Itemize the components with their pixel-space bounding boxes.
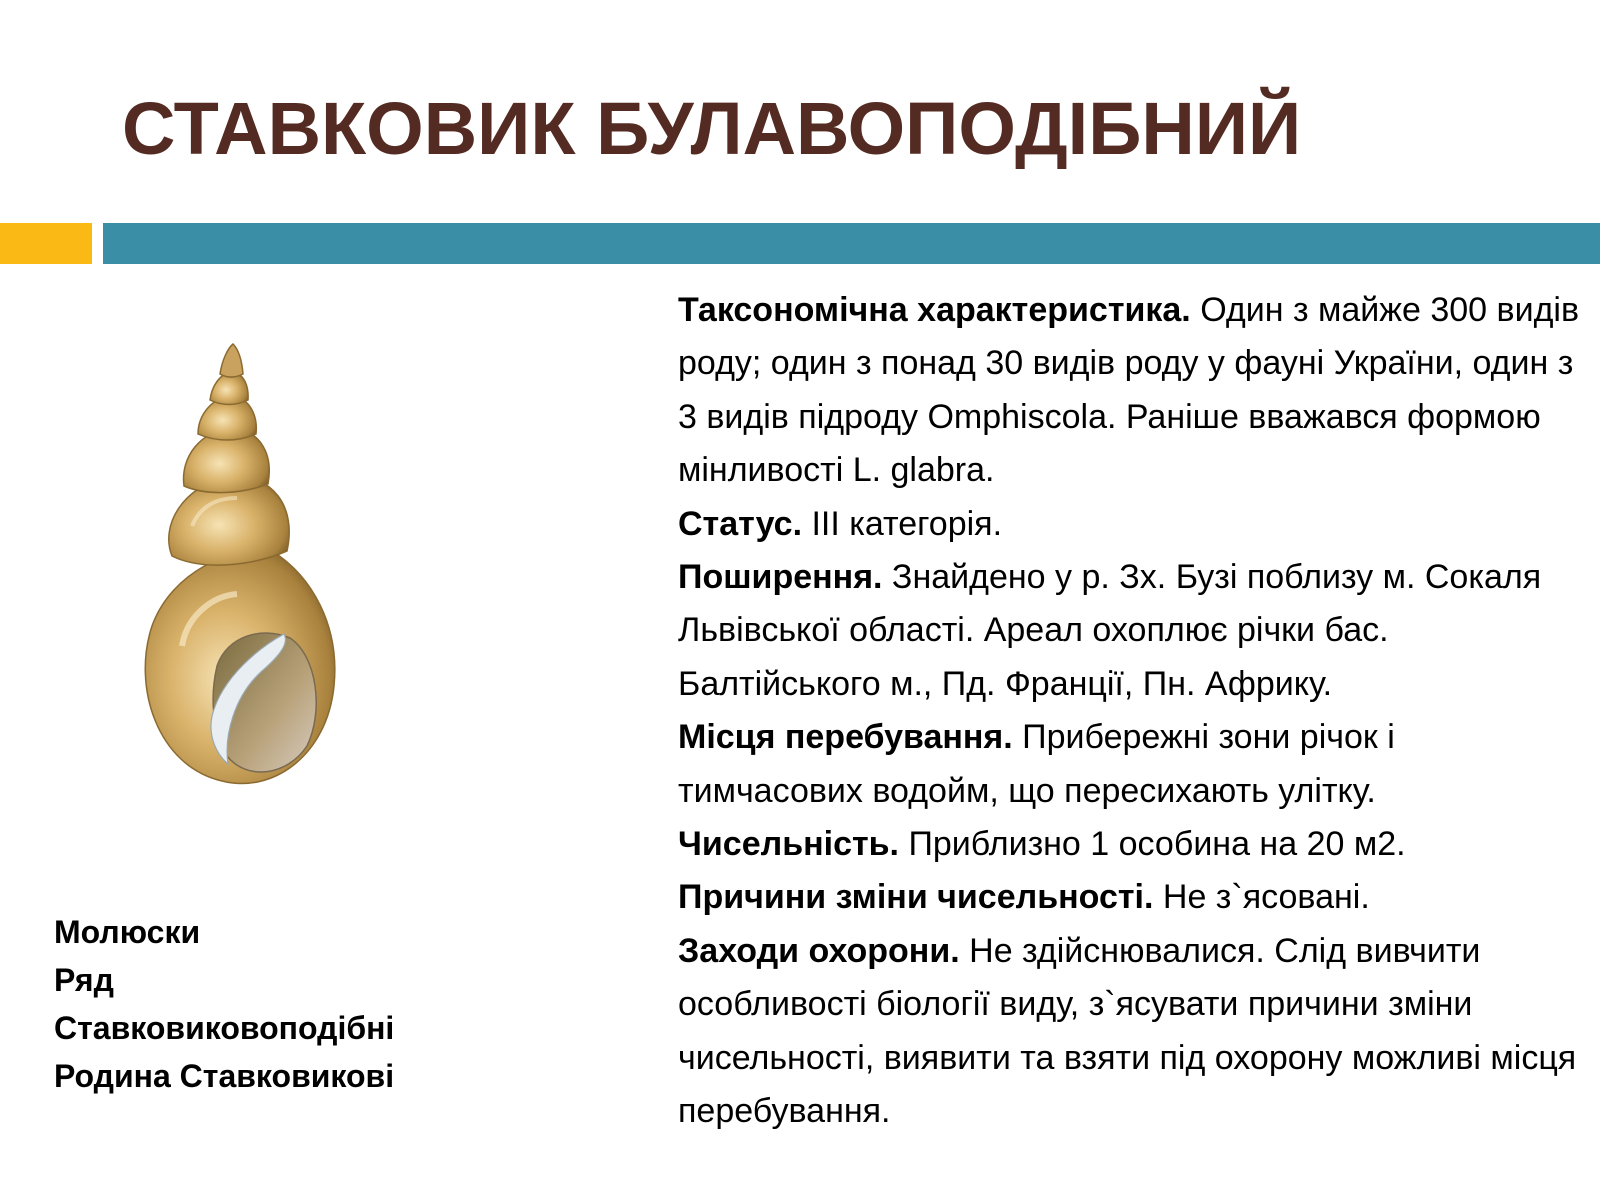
section-text: Знайдено у р. Зх. Бузі поблизу м. Сокаля Львівської області. Ареал охоплює річки бас. Балтійського м., Пд. Франції, Пн. Африку.	[678, 558, 1542, 703]
section-abundance	[678, 818, 1588, 871]
section-text: Не здійснювалися. Слід вивчити особливості біології виду, з`ясувати причини зміни чисельності, виявити та взяти під охорону можливі місця перебування.	[678, 931, 1577, 1131]
section-text: ІІІ категорія.	[802, 504, 1003, 543]
accent-bar-teal	[103, 223, 1600, 264]
section-label: Причини зміни чисельності.	[678, 878, 1154, 917]
section-label: Чисельність.	[678, 825, 899, 864]
section-status	[678, 498, 1588, 551]
section-habitat	[678, 711, 1588, 818]
taxonomy-family: Родина Ставковикові	[54, 1058, 395, 1094]
taxonomy-list	[54, 908, 394, 1100]
section-label: Заходи охорони.	[678, 931, 960, 970]
section-label: Місця перебування.	[678, 718, 1013, 757]
section-text: Один з майже 300 видів роду; один з понад 30 видів роду у фауні України, один з 3 видів підроду Omphiscola. Раніше вважався формою мінливості L. glabra.	[678, 291, 1580, 490]
slide-title: СТАВКОВИК БУЛАВОПОДІБНИЙ	[122, 87, 1302, 170]
accent-bar-orange	[0, 223, 92, 264]
section-label: Таксономічна характеристика.	[678, 291, 1191, 329]
snail-shell-illustration	[112, 326, 362, 806]
taxonomy-order: Ставковиковоподібні	[54, 1010, 395, 1046]
section-label: Поширення.	[678, 558, 883, 597]
section-taxonomy	[678, 284, 1588, 498]
taxonomy-phylum: Молюски	[54, 914, 201, 950]
species-description	[678, 284, 1588, 1139]
section-label: Статус.	[678, 504, 803, 543]
section-protection	[678, 925, 1588, 1139]
section-causes	[678, 871, 1588, 924]
section-text: Прибережні зони річок і тимчасових водойм, що пересихають улітку.	[678, 718, 1395, 810]
section-text: Приблизно 1 особина на 20 м2.	[899, 825, 1406, 864]
taxonomy-order-label: Ряд	[54, 962, 114, 998]
section-distribution	[678, 551, 1588, 711]
section-text: Не з`ясовані.	[1153, 878, 1370, 917]
